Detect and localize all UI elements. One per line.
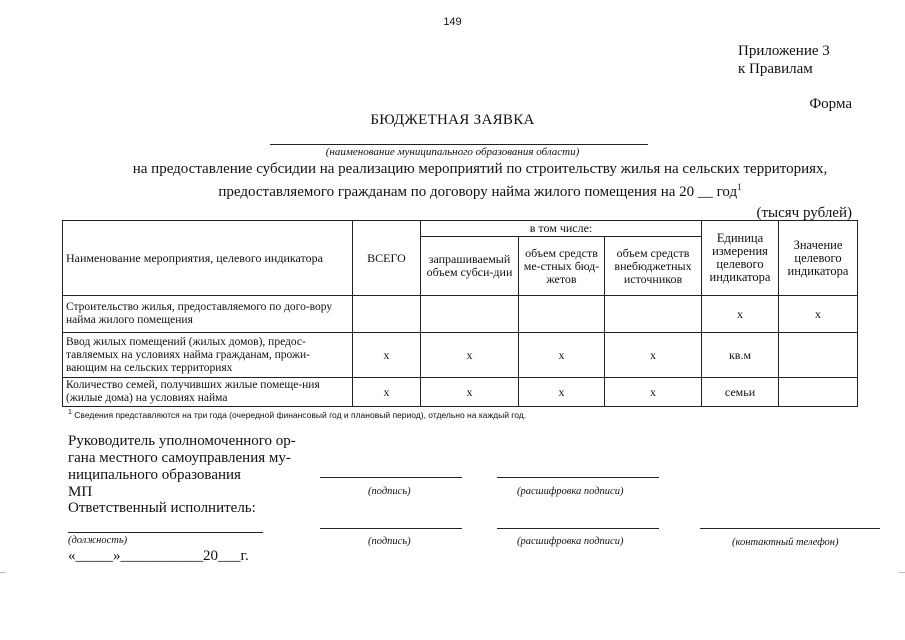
position-line[interactable]: [68, 532, 263, 533]
cell-value[interactable]: [779, 333, 858, 378]
annex-label: [738, 42, 888, 78]
header-offbudget: объем средств внебюджетных источников: [605, 237, 702, 296]
cell-requested[interactable]: [421, 296, 519, 333]
cell-value[interactable]: [779, 378, 858, 407]
cell-total: х: [353, 378, 421, 407]
footnote-ref: 1: [737, 182, 742, 192]
crop-mark-right: [899, 572, 905, 573]
table-row: [63, 296, 858, 333]
phone-caption: (контактный телефон): [732, 537, 839, 548]
head-signature-caption: (подпись): [368, 486, 411, 497]
cell-offbudget: х: [605, 333, 702, 378]
head-signature-decode-line[interactable]: [497, 477, 659, 478]
footnote: [68, 409, 526, 420]
responsible-label: Ответственный исполнитель:: [68, 500, 256, 516]
responsible-decode-line[interactable]: [497, 528, 659, 529]
cell-value: х: [779, 296, 858, 333]
responsible-signature-caption: (подпись): [368, 536, 411, 547]
header-local: объем средств ме-стных бюд-жетов: [519, 237, 605, 296]
cell-unit: семьи: [702, 378, 779, 407]
table-row: [63, 333, 858, 378]
date-field[interactable]: «_____»___________20___г.: [68, 548, 249, 564]
cell-unit: х: [702, 296, 779, 333]
purpose-text: [120, 160, 840, 201]
header-requested: запрашиваемый объем субси-дии: [421, 237, 519, 296]
footnote-text: Сведения представляются на три года (очередной финансовый год и плановый период), отдельно на каждый год.: [71, 409, 527, 420]
crop-mark-left: [0, 572, 6, 573]
phone-line[interactable]: [700, 528, 880, 529]
purpose-line-1: на предоставление субсидии на реализацию мероприятий по строительству жилья на сельских территориях,: [132, 161, 828, 177]
page-number: 149: [443, 16, 462, 28]
cell-requested: х: [421, 378, 519, 407]
org-name-caption: (наименование муниципального образования области): [325, 146, 580, 158]
document-title: БЮДЖЕТНАЯ ЗАЯВКА: [370, 112, 535, 128]
header-name: Наименование мероприятия, целевого индикатора: [63, 221, 353, 296]
purpose-line-2: предоставляемого гражданам по договору найма жилого помещения на 20 __ год$^1$: [218, 182, 742, 200]
header-including: в том числе:: [421, 221, 702, 237]
cell-offbudget: х: [605, 378, 702, 407]
header-value: Значение целевого индикатора: [779, 221, 858, 296]
seal-label: МП: [68, 484, 93, 500]
annex-line-1: Приложение 3: [738, 43, 830, 59]
row-name: Количество семей, получивших жилые помеще-ния (жилые дома) на условиях найма: [63, 378, 353, 407]
header-unit: Единица измерения целевого индикатора: [702, 221, 779, 296]
responsible-signature-line[interactable]: [320, 528, 462, 529]
cell-local: х: [519, 378, 605, 407]
head-of-authority-label: Руководитель уполномоченного ор-гана местного самоуправления му-ниципального образования: [68, 433, 296, 483]
cell-local[interactable]: [519, 296, 605, 333]
head-signature-line[interactable]: [320, 477, 462, 478]
cell-total[interactable]: [353, 296, 421, 333]
cell-unit: кв.м: [702, 333, 779, 378]
header-total: ВСЕГО: [353, 221, 421, 296]
row-name: Строительство жилья, предоставляемого по дого-вору найма жилого помещения: [63, 296, 353, 333]
units-label: (тысяч рублей): [756, 205, 852, 221]
org-name-line: [270, 144, 648, 145]
form-label: Форма: [809, 96, 852, 112]
cell-offbudget[interactable]: [605, 296, 702, 333]
row-name: Ввод жилых помещений (жилых домов), предос-тавляемых на условиях найма гражданам, прожи-вающим на сельских территориях: [63, 333, 353, 378]
cell-total: х: [353, 333, 421, 378]
cell-requested: х: [421, 333, 519, 378]
table-row: [63, 378, 858, 407]
footnote-mark: 1: [68, 409, 72, 416]
head-decode-caption: (расшифровка подписи): [517, 486, 624, 497]
cell-local: х: [519, 333, 605, 378]
budget-table: [62, 220, 858, 407]
annex-line-2: к Правилам: [738, 61, 813, 77]
responsible-decode-caption: (расшифровка подписи): [517, 536, 624, 547]
position-caption: (должность): [68, 535, 128, 546]
